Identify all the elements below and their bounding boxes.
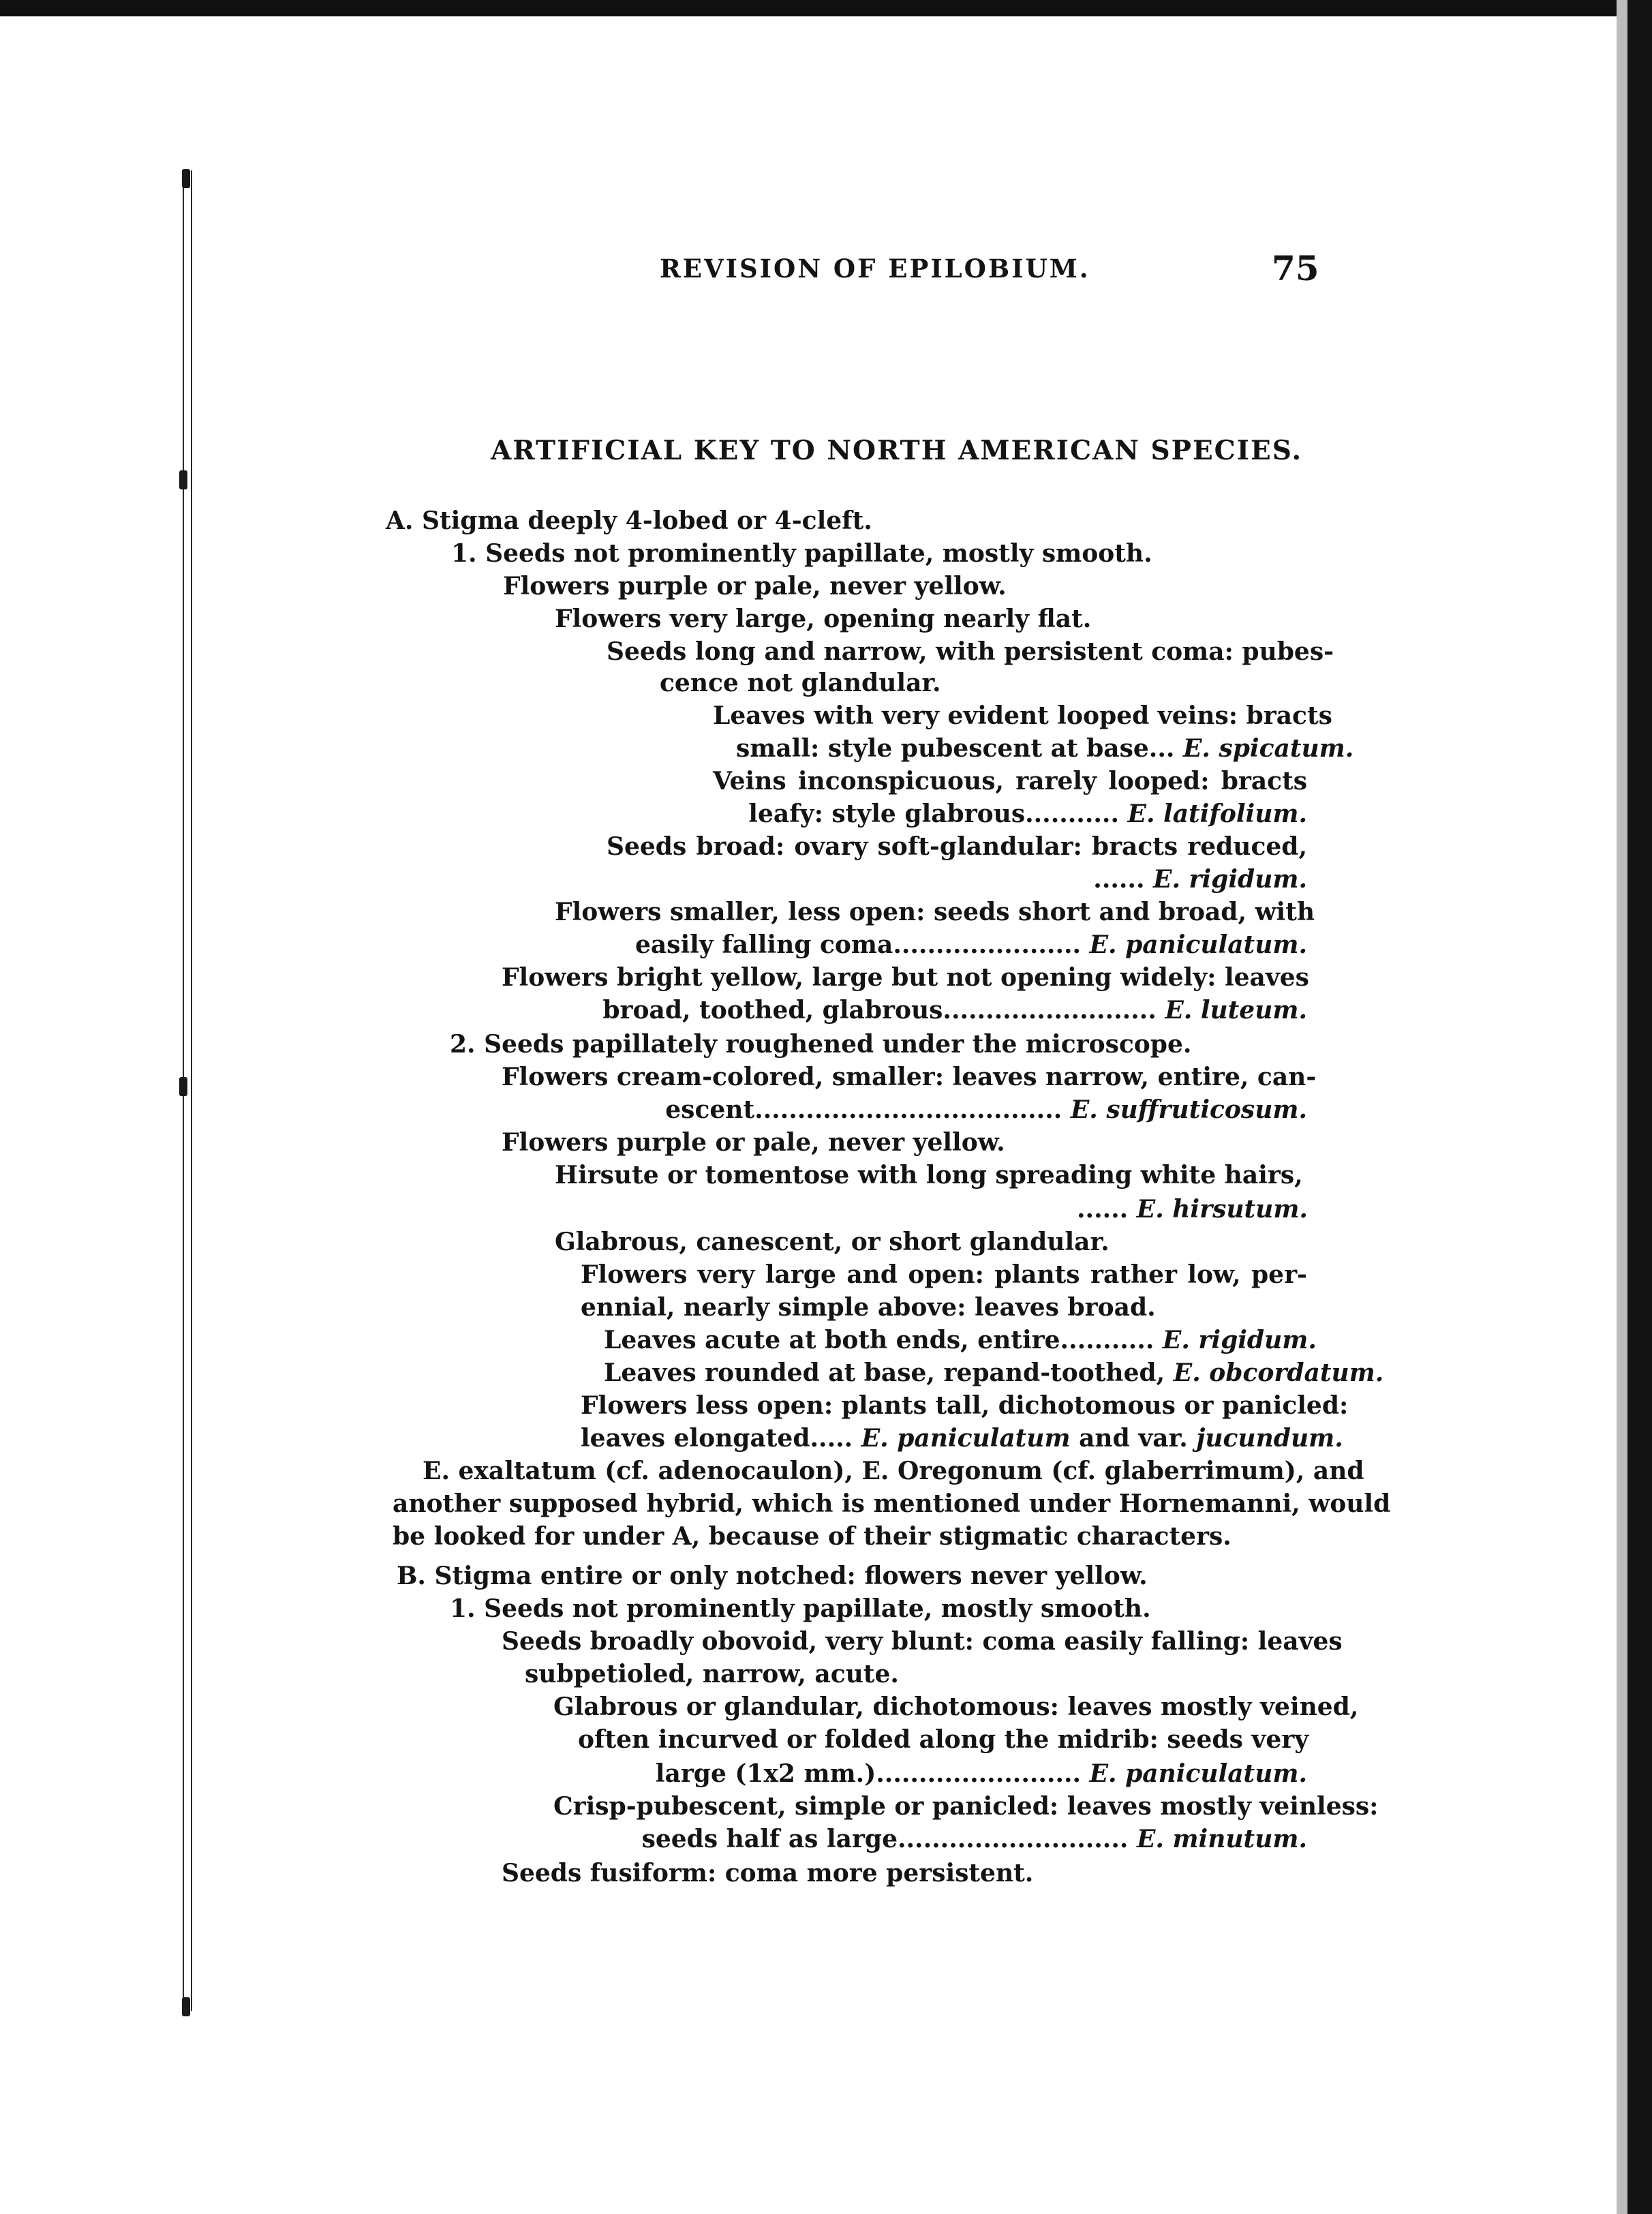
key-line: [555, 897, 1315, 927]
key-line-text: Flowers purple or pale, never yellow.: [503, 572, 1007, 601]
key-line-text: another supposed hybrid, which is mentioned under Hornemanni, would: [393, 1489, 1391, 1518]
key-line: [525, 1659, 899, 1689]
key-line: [713, 701, 1332, 731]
key-line: [529, 1095, 1307, 1125]
key-line: [604, 1325, 1317, 1355]
key-line: [553, 1692, 1359, 1722]
key-line-text: easily falling coma......................: [634, 930, 1082, 959]
key-line-text: Veins inconspicuous, rarely looped: bracts: [713, 767, 1307, 795]
key-line: [713, 766, 1307, 796]
key-line: [581, 1260, 1307, 1290]
key-line-text: Seeds long and narrow, with persistent coma: pubes-: [607, 637, 1334, 666]
key-line-text: Crisp-pubescent, simple or panicled: leaves mostly veinless:: [553, 1792, 1379, 1821]
key-line: [607, 832, 1307, 862]
key-line: [736, 733, 1354, 763]
key-line: [604, 1358, 1384, 1388]
key-line-text: cence not glandular.: [660, 669, 941, 697]
species-name: E. suffruticosum.: [1070, 1095, 1307, 1124]
species-name: E. rigidum.: [1162, 1326, 1317, 1354]
key-line: [393, 1489, 1391, 1519]
key-line-text: seeds half as large...........................: [641, 1825, 1129, 1853]
key-line-text: ......: [1077, 1195, 1129, 1224]
key-line-text: Leaves rounded at base, repand-toothed,: [604, 1359, 1165, 1387]
key-line-text: Flowers cream-colored, smaller: leaves narrow, entire, can-: [502, 1063, 1317, 1091]
species-name: E. latifolium.: [1127, 800, 1307, 828]
key-heading: ARTIFICIAL KEY TO NORTH AMERICAN SPECIES.: [491, 435, 1303, 466]
key-line: [423, 1456, 1364, 1486]
key-line-text: Flowers purple or pale, never yellow.: [502, 1128, 1005, 1157]
species-name: E. spicatum.: [1182, 734, 1354, 763]
key-line-text: small: style pubescent at base...: [736, 734, 1175, 763]
key-line-text: subpetioled, narrow, acute.: [525, 1660, 899, 1688]
key-line-text: Flowers bright yellow, large but not opening widely: leaves: [502, 963, 1309, 992]
key-line-text: Flowers very large, opening nearly flat.: [555, 605, 1092, 633]
key-line-text: be looked for under A, because of their stigmatic characters.: [393, 1522, 1232, 1551]
key-line: [607, 637, 1334, 667]
species-name: E. paniculatum.: [1089, 1759, 1307, 1788]
species-name: E. paniculatum: [861, 1424, 1071, 1453]
key-line: [555, 1160, 1303, 1190]
key-line: [578, 1759, 1307, 1789]
key-line-text: leafy: style glabrous...........: [748, 800, 1119, 828]
key-line-text: Seeds broadly obovoid, very blunt: coma easily falling: leaves: [502, 1627, 1343, 1656]
key-line: [555, 1227, 1110, 1257]
key-line-text: Leaves with very evident looped veins: bracts: [713, 701, 1332, 730]
key-line-text: ......: [1093, 865, 1145, 894]
key-line: [386, 506, 872, 536]
page-number: 75: [1272, 248, 1319, 288]
key-line-text: Flowers less open: plants tall, dichotomous or panicled:: [581, 1391, 1349, 1420]
key-line: [502, 1858, 1033, 1888]
key-line: [555, 604, 1091, 634]
key-line: [578, 1725, 1307, 1755]
key-line-text: ennial, nearly simple above: leaves broad.: [581, 1293, 1156, 1322]
species-name: E. paniculatum.: [1089, 930, 1307, 959]
key-line: [578, 1824, 1307, 1854]
key-line: [393, 1521, 1232, 1551]
key-line-text: E. exaltatum (cf. adenocaulon), E. Oregonum (cf. glaberrimum), and: [423, 1457, 1364, 1485]
key-line-text: Hirsute or tomentose with long spreading white hairs,: [555, 1161, 1303, 1189]
key-line: [502, 1127, 1005, 1157]
running-head: REVISION OF EPILOBIUM.: [660, 254, 1090, 284]
key-line: [553, 1791, 1379, 1821]
species-name: E. minutum.: [1136, 1825, 1307, 1853]
key-line-text: Flowers smaller, less open: seeds short and broad, with: [555, 898, 1315, 926]
species-name: E. hirsutum.: [1136, 1195, 1308, 1224]
key-line-text: leaves elongated.....: [581, 1424, 853, 1453]
key-line-text: Leaves acute at both ends, entire...........: [604, 1326, 1154, 1354]
key-line: [737, 799, 1307, 829]
key-line: [529, 995, 1307, 1025]
key-line: [1077, 1194, 1307, 1224]
key-line: [503, 571, 1007, 601]
key-line-text: Seeds fusiform: coma more persistent.: [502, 1859, 1034, 1887]
key-line: [502, 1062, 1317, 1092]
key-line-text: Glabrous or glandular, dichotomous: leaves mostly veined,: [553, 1693, 1359, 1721]
key-line: [581, 1423, 1343, 1453]
key-line: [451, 539, 1152, 568]
key-line-text: Flowers very large and open: plants rather low, per-: [581, 1260, 1307, 1289]
key-line-text: A. Stigma deeply 4-lobed or 4-cleft.: [386, 506, 872, 535]
key-line-text: B. Stigma entire or only notched: flowers never yellow.: [397, 1562, 1148, 1590]
key-line: [450, 1029, 1191, 1059]
key-line-text: large (1x2 mm.)........................: [655, 1759, 1082, 1788]
key-line-text: 1. Seeds not prominently papillate, mostly smooth.: [451, 539, 1152, 568]
key-line-text: Seeds broad: ovary soft-glandular: bracts reduced,: [607, 832, 1307, 861]
key-line: [581, 1391, 1349, 1421]
key-line: [1077, 864, 1307, 894]
key-line-text: often incurved or folded along the midrib: seeds very: [578, 1725, 1309, 1754]
key-line: [502, 962, 1307, 992]
key-line: [450, 1594, 1151, 1624]
key-line-suffix: and var.: [1079, 1424, 1188, 1453]
key-line: [397, 1561, 1148, 1591]
key-line: [660, 668, 941, 698]
species-name: E. obcordatum.: [1173, 1359, 1384, 1387]
species-name: E. luteum.: [1165, 996, 1307, 1025]
key-line: [502, 1626, 1343, 1656]
key-line: [581, 930, 1307, 960]
species-name: E. rigidum.: [1153, 865, 1307, 894]
key-line: [581, 1292, 1156, 1322]
key-line-text: Glabrous, canescent, or short glandular.: [555, 1228, 1110, 1256]
species-name: jucundum.: [1196, 1424, 1343, 1453]
key-line-text: broad, toothed, glabrous.........................: [602, 996, 1157, 1025]
key-line-text: 1. Seeds not prominently papillate, mostly smooth.: [450, 1594, 1151, 1623]
key-line-text: escent....................................: [665, 1095, 1062, 1124]
key-line-text: 2. Seeds papillately roughened under the microscope.: [450, 1030, 1192, 1059]
